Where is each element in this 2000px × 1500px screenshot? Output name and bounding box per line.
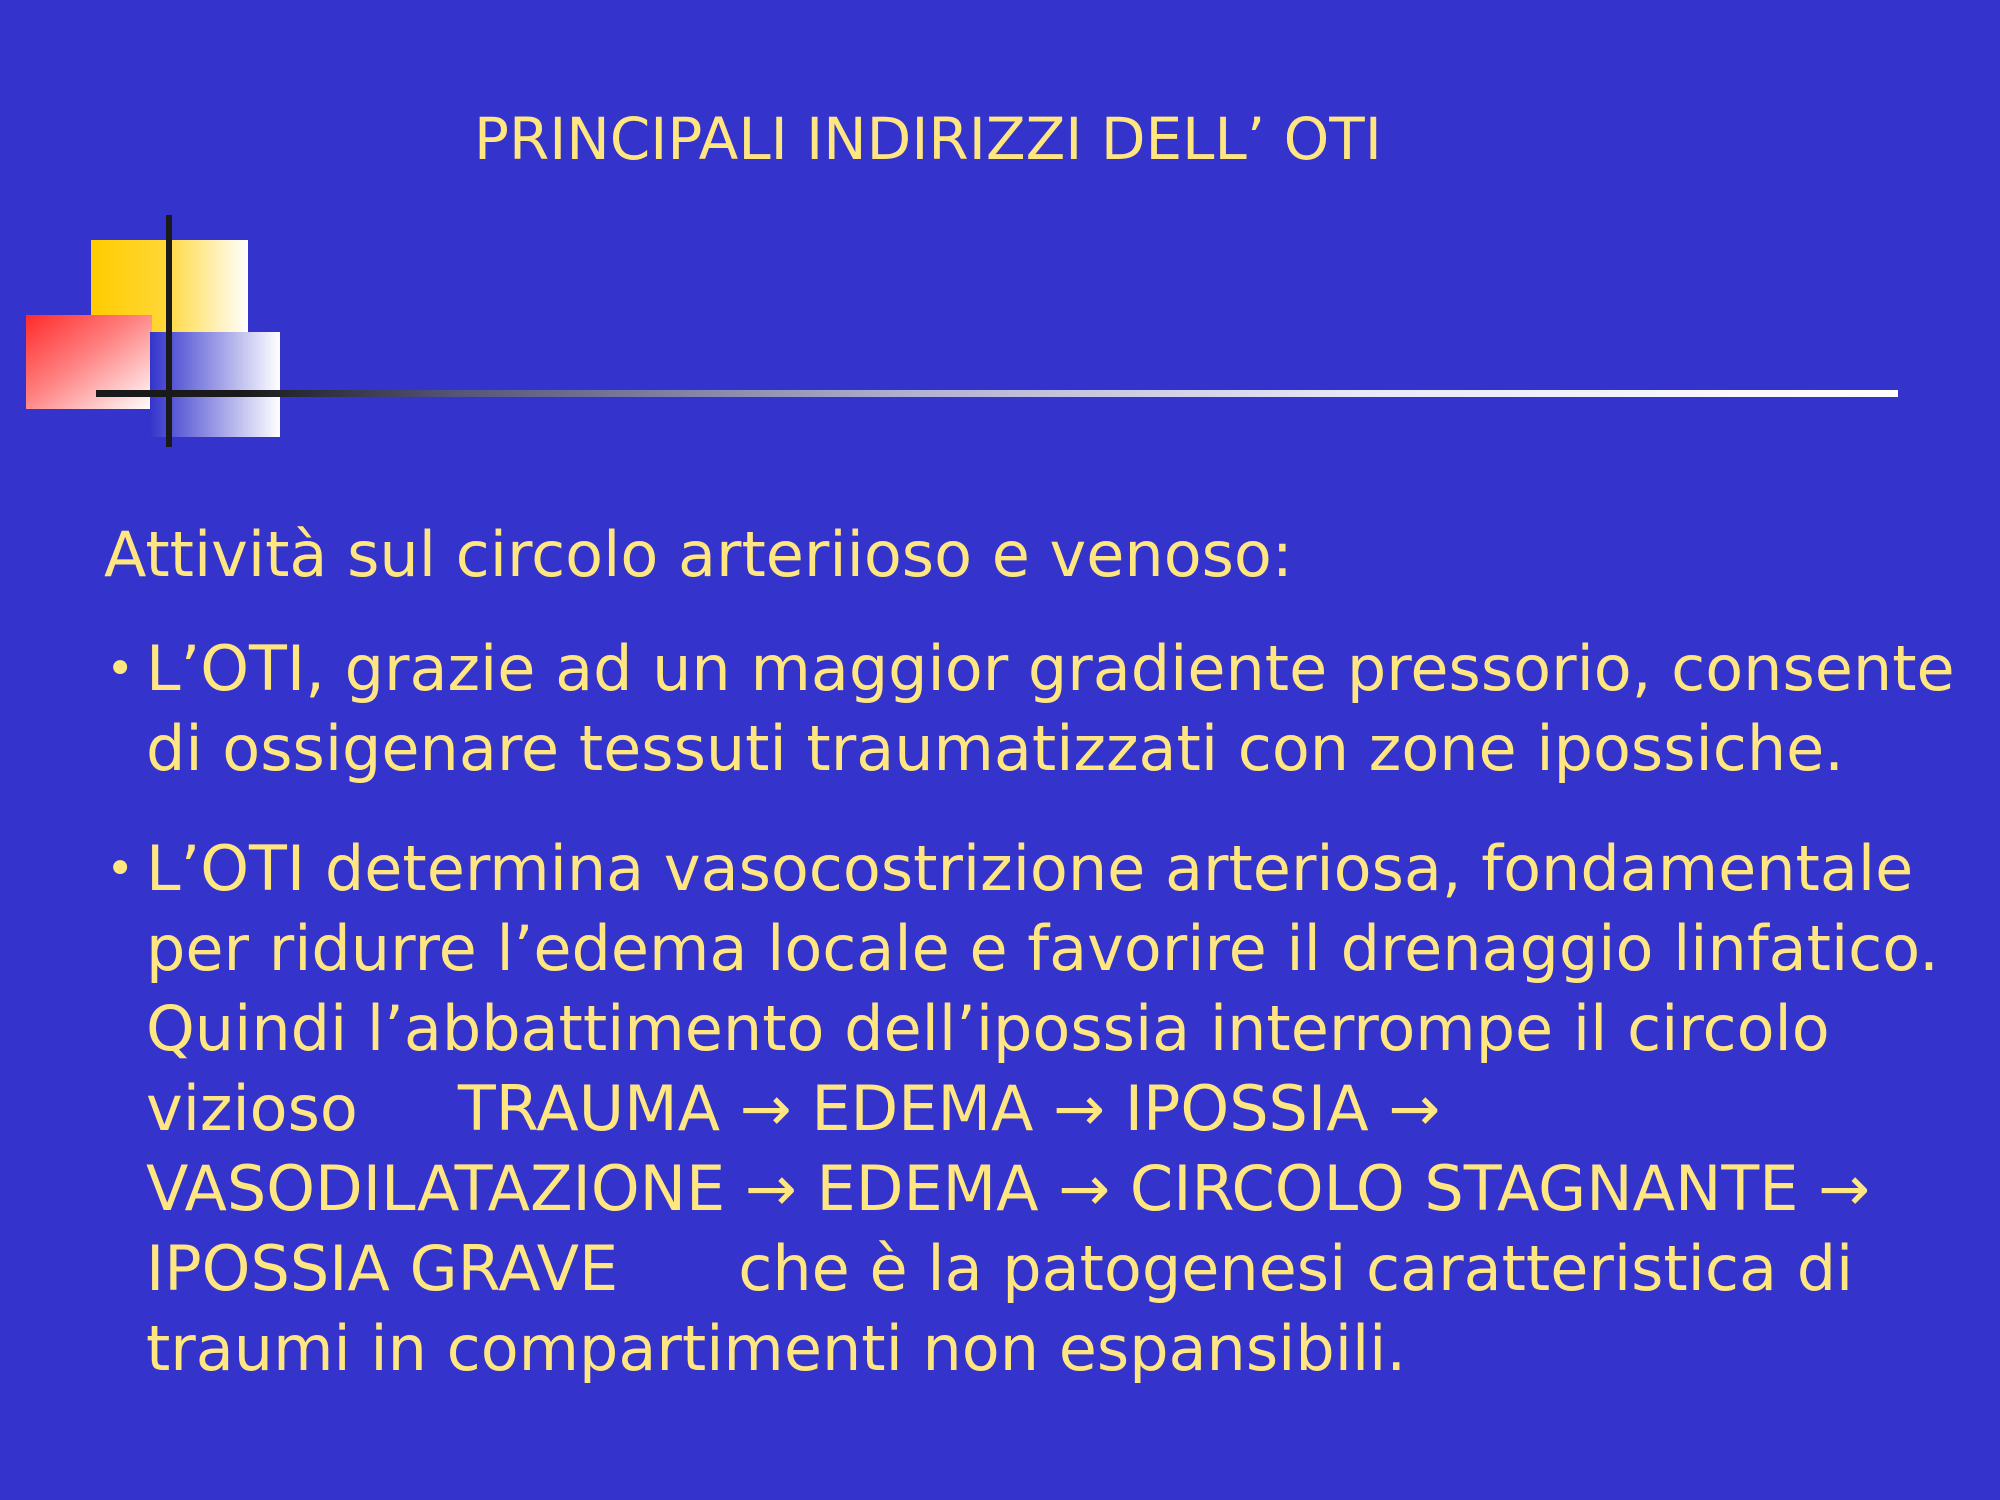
vertical-rule — [166, 215, 172, 447]
blue-square — [150, 332, 280, 437]
slide-body — [104, 515, 1955, 1429]
vicious-word: vizioso — [146, 1072, 358, 1145]
bullet-line: VASODILATAZIONE → EDEMA → CIRCOLO STAGNANTE → — [146, 1152, 1871, 1225]
bullet-line — [146, 1229, 1904, 1309]
bullet-item — [104, 829, 1939, 1389]
decorative-graphic — [0, 0, 2000, 460]
bullet-line: L’OTI, grazie ad un maggior gradiente pressorio, consente — [146, 632, 1955, 705]
red-square — [26, 315, 152, 409]
chain-text: TRAUMA → EDEMA → IPOSSIA → — [457, 1072, 1441, 1145]
bullet-line: traumi in compartimenti non espansibili. — [146, 1312, 1407, 1385]
bullet-line: Quindi l’abbattimento dell’ipossia interrompe il circolo — [146, 992, 1830, 1065]
slide-title: PRINCIPALI INDIRIZZI DELL’ OTI — [474, 105, 1382, 173]
bullet-icon: • — [106, 841, 135, 897]
bullet-line — [146, 1069, 1904, 1149]
bullet-icon: • — [106, 641, 135, 697]
chain-text: IPOSSIA GRAVE — [146, 1232, 619, 1305]
bullet-line: di ossigenare tessuti traumatizzati con zone ipossiche. — [146, 712, 1844, 785]
bullet-line: L’OTI determina vasocostrizione arteriosa, fondamentale — [146, 832, 1914, 905]
bullet-line-rest: che è la patogenesi caratteristica di — [738, 1232, 1854, 1305]
horizontal-rule — [96, 390, 1898, 397]
bullet-line: per ridurre l’edema locale e favorire il drenaggio linfatico. — [146, 912, 1939, 985]
bullet-item — [104, 629, 1955, 789]
intro-text: Attività sul circolo arteriioso e venoso: — [104, 518, 1293, 591]
yellow-square — [91, 240, 248, 360]
